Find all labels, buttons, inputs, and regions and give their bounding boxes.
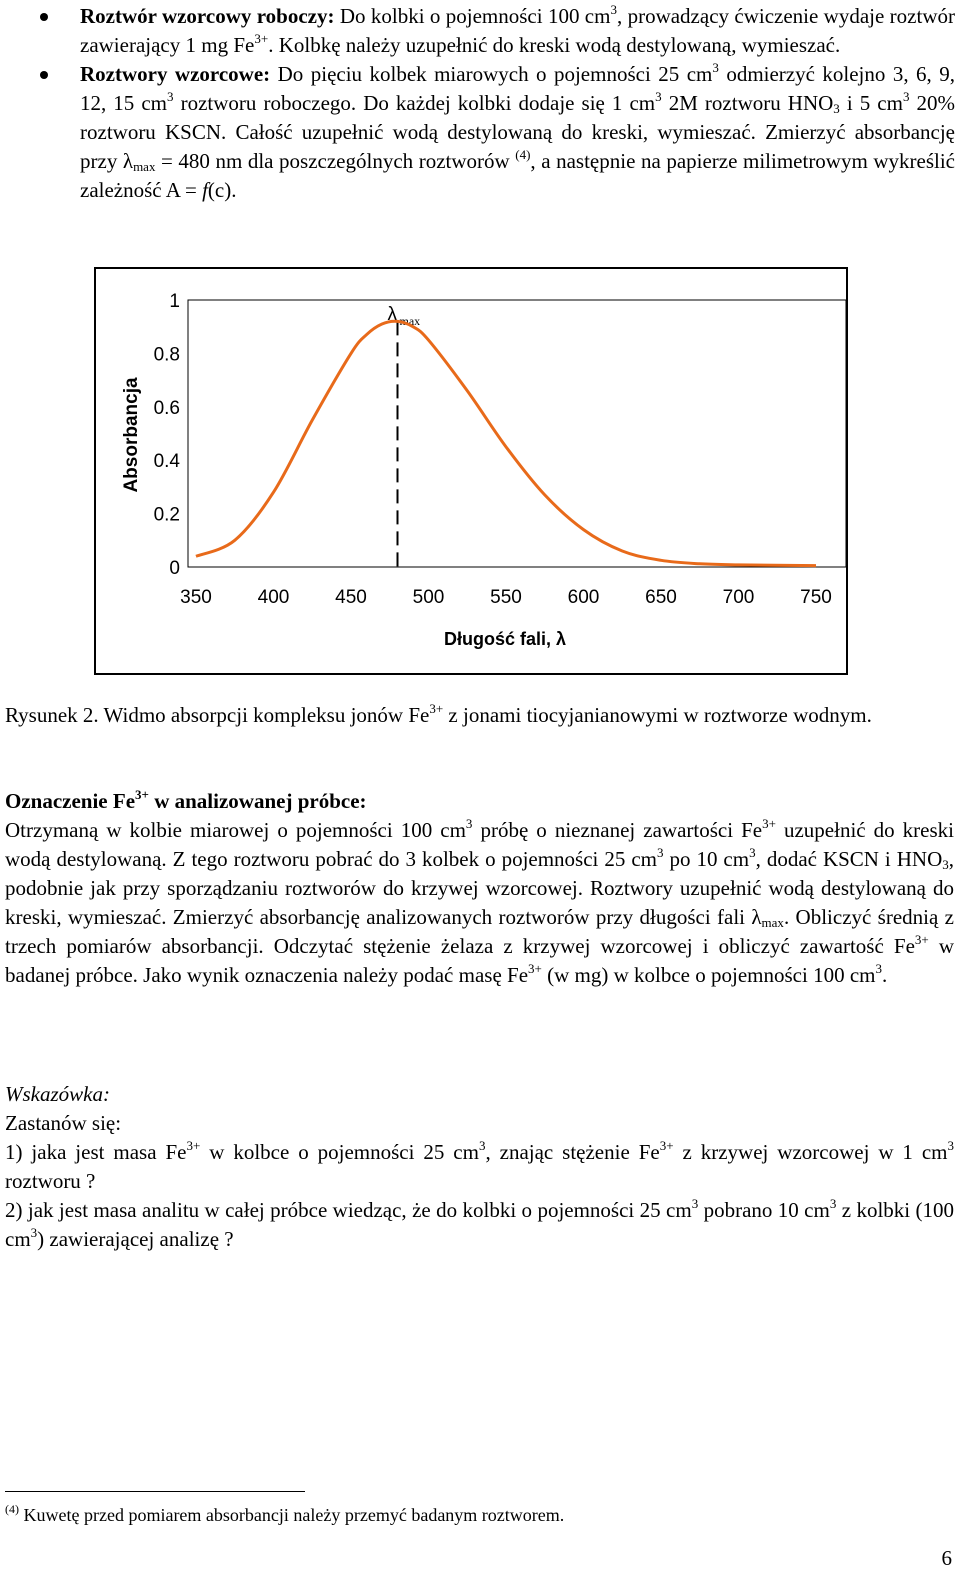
x-tick-label: 600 [567,587,600,608]
plot-area [188,300,846,567]
footnote-divider [5,1491,305,1492]
y-tick-label: 0.6 [153,397,180,419]
x-tick-label: 500 [412,587,445,608]
x-tick-label: 650 [645,587,677,608]
y-tick-label: 0.8 [153,344,180,366]
bullet-heading: Roztwór wzorcowy roboczy: [80,4,335,28]
y-tick-label: 1 [169,291,180,312]
lambda-max-label: λ [387,304,397,325]
hint-title: Wskazówka: [5,1082,110,1106]
bullet-standard-solutions: Roztwory wzorcowe: Do pięciu kolbek miarowych o pojemności 25 $cm^3$ odmierzyć kolejno 3, 6, 9, 12, 15 $cm^3$ roztworu roboczego. Do każdej kolbki dodaje się 1 $cm^3$ 2M roztworu $HNO_3$ i 5 $cm^3$ 20% roztworu KSCN. Całość uzupełnić wodą destylowaną do kreski, wymieszać. Zmierzyć absorbancję przy $\lambda_{max} = 480$ nm dla poszczególnych roztworów $^{(4)}$, a następnie na papierze milimetrowym wykreślić zależność A = f(c). [0,60,955,205]
y-tick-label: 0 [169,558,180,579]
section-heading: Oznaczenie $Fe^{3+}$ w analizowanej próbce: [5,787,367,813]
lambda-max-subscript: max [399,314,421,328]
y-tick-label: 0.2 [153,504,180,526]
hint-question-1: 1) jaka jest masa $Fe^{3+}$ w kolbce o pojemności 25 $cm^3$, znając stężenie $Fe^{3+}$ z krzywej wzorcowej w 1 $cm^3$ roztworu ? [5,1138,954,1193]
figure-caption: Rysunek 2. Widmo absorpcji kompleksu jonów $Fe^{3+}$ z jonami tiocyjanianowymi w roztworze wodnym. [5,701,872,727]
bullet-heading: Roztwory wzorcowe: [80,62,271,86]
section-body: Otrzymaną w kolbie miarowej o pojemności 100 $cm^3$ próbę o nieznanej zawartości $Fe^{3+}$ uzupełnić do kreski wodą destylowaną. Z tego roztworu pobrać do 3 kolbek o pojemności 25 $cm^3$ po 10 $cm^3$, dodać KSCN i $HNO_3$, podobnie jak przy sporządzaniu roztworów do krzywej wzorcowej. Roztwory uzupełnić wodą destylowaną do kreski, wymieszać. Zmierzyć absorbancję analizowanych roztworów przy długości fali $\lambda_{max}$. Obliczyć średnią z trzech pomiarów absorbancji. Odczytać stężenie żelaza z krzywej wzorcowej i obliczyć zawartość $Fe^{3+}$ w badanej próbce. Jako wynik oznaczenia należy podać masę $Fe^{3+}$ (w mg) w kolbce o pojemności 100 $cm^3$. [5,816,954,987]
absorption-chart [0,0,960,700]
absorbance-series-line [196,321,816,565]
x-tick-label: 550 [490,587,522,608]
y-axis-label: Absorbancja [121,377,142,493]
x-tick-label: 750 [800,587,832,608]
hint-intro: Zastanów się: [5,1111,122,1135]
x-tick-label: 350 [180,587,212,608]
x-axis-label: Długość fali, λ [443,629,567,649]
hint-block [5,1080,954,1254]
x-tick-label: 400 [257,587,290,608]
bullet-working-standard: Roztwór wzorcowy roboczy: Do kolbki o pojemności 100 $cm^3$, prowadzący ćwiczenie wydaje roztwór zawierający 1 mg $Fe^{3+}$. Kolbkę należy uzupełnić do kreski wodą destylowaną, wymieszać. [0,2,955,60]
footnote: $^{(4)}$ Kuwetę przed pomiarem absorbancji należy przemyć badanym roztworem. [5,1502,565,1525]
page-number: 6 [941,1546,952,1570]
x-tick-label: 450 [335,587,367,608]
hint-question-2: 2) jak jest masa analitu w całej próbce wiedząc, że do kolbki o pojemności 25 $cm^3$ pobrano 10 $cm^3$ z kolbki (100 $cm^3$) zawierającej analizę ? [5,1196,954,1251]
y-tick-label: 0.4 [153,451,180,473]
x-tick-label: 700 [722,587,755,608]
